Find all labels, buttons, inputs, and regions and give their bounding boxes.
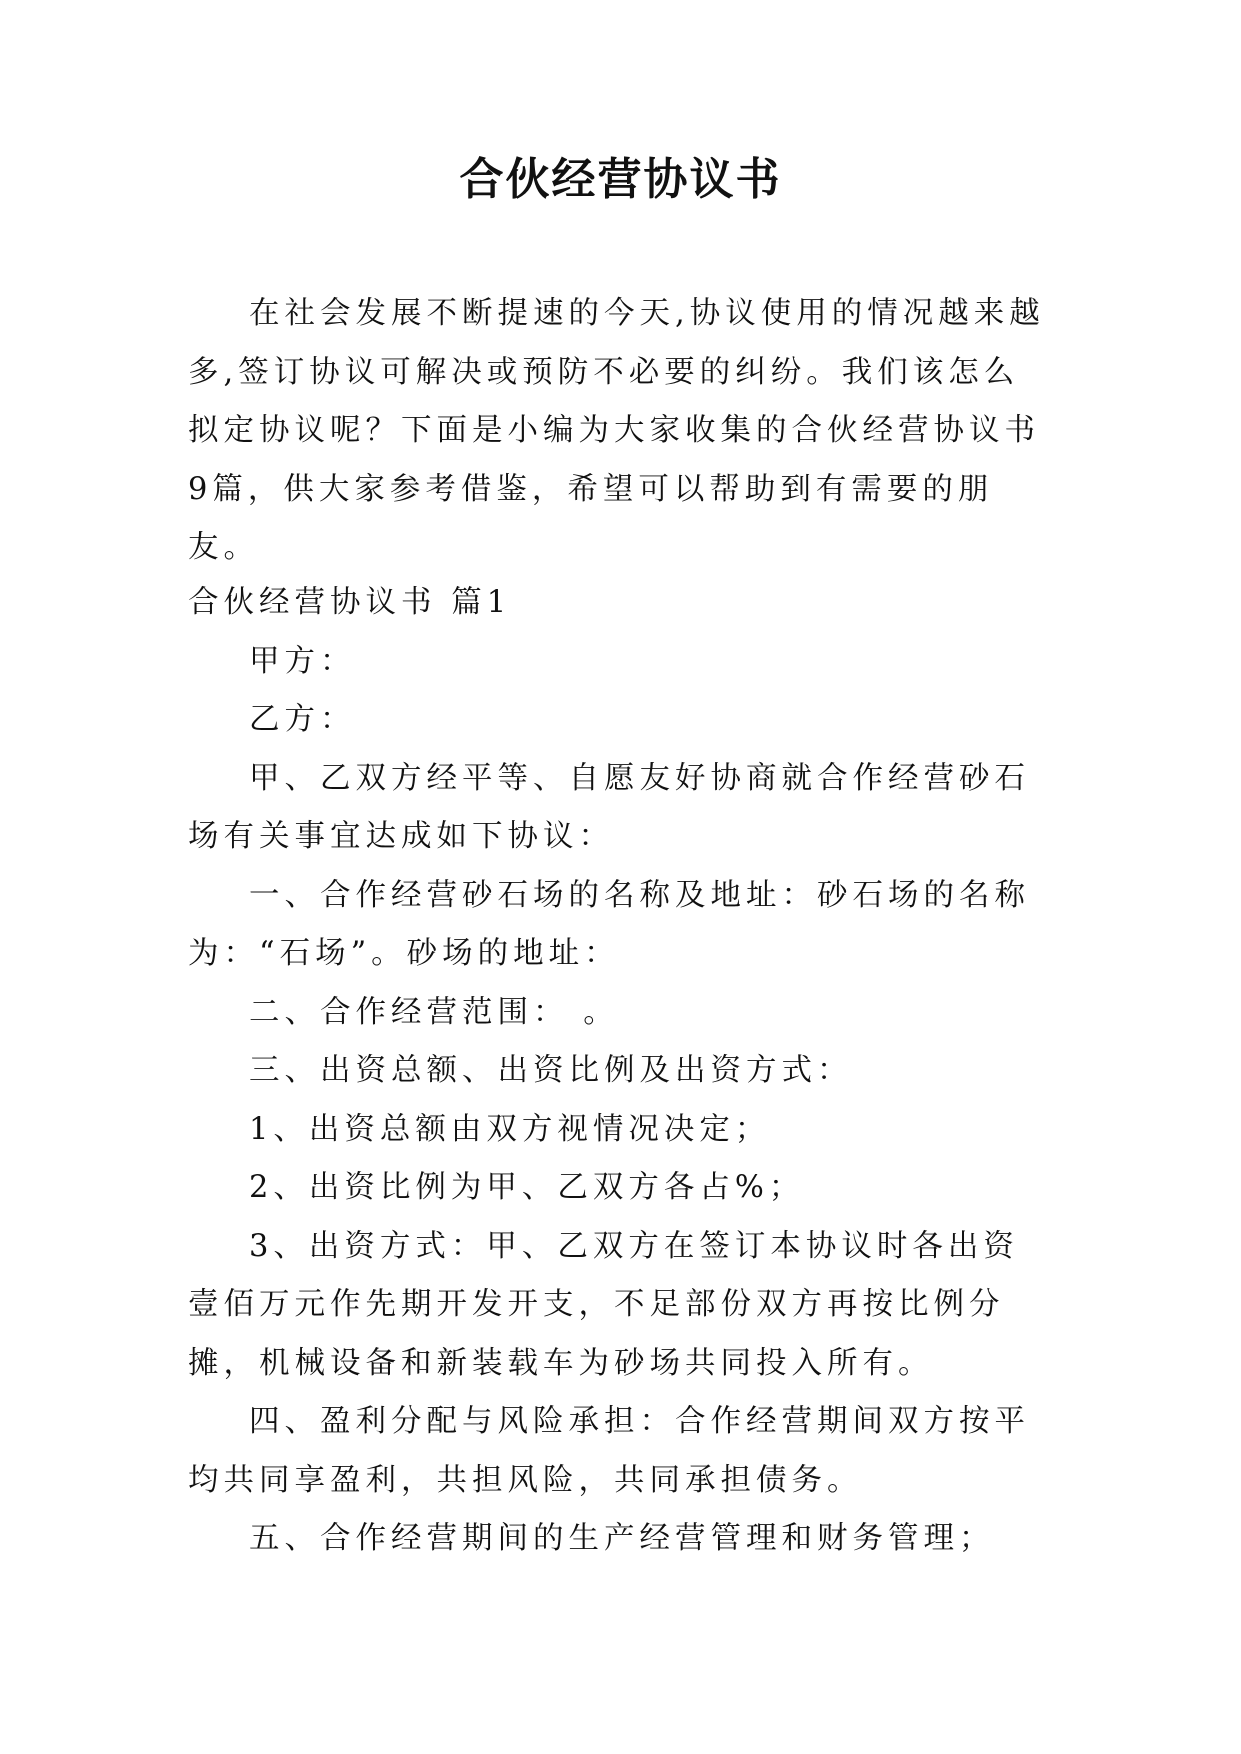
document-title: 合伙经营协议书 <box>459 154 782 205</box>
paragraph-clause-3-item-1: 1、出资总额由双方视情况决定； <box>249 1111 771 1147</box>
paragraph-preamble: 甲、乙双方经平等、自愿友好协商就合作经营砂石场有关事宜达成如下协议： <box>188 760 1030 854</box>
paragraph-clause-3: 三、出资总额、出资比例及出资方式： <box>249 1053 853 1088</box>
paragraph-clause-5: 五、合作经营期间的生产经营管理和财务管理； <box>249 1521 995 1556</box>
paragraph-clause-3-item-2: 2、出资比例为甲、乙双方各占%； <box>249 1170 805 1205</box>
article-heading: 合伙经营协议书 篇1 <box>188 585 512 620</box>
intro-paragraph: 在社会发展不断提速的今天,协议使用的情况越来越多,签订协议可解决或预防不必要的纠纷。我们该怎么拟定协议呢？下面是小编为大家收集的合伙经营协议书9篇，供大家参考借鉴，希望可以帮助到有需要的朋友。 <box>188 296 1045 565</box>
paragraph-clause-4: 四、盈利分配与风险承担：合作经营期间双方按平均共同享盈利，共担风险，共同承担债务。 <box>188 1404 1030 1498</box>
paragraph-clause-3-item-3: 3、出资方式：甲、乙双方在签订本协议时各出资壹佰万元作先期开发开支，不足部份双方再按比例分摊，机械设备和新装载车为砂场共同投入所有。 <box>188 1228 1019 1381</box>
intro-section <box>188 285 1053 578</box>
article-section <box>188 574 1053 1569</box>
paragraph-clause-1: 一、合作经营砂石场的名称及地址：砂石场的名称为：“石场”。砂场的地址： <box>188 877 1030 971</box>
paragraph-party-a: 甲方： <box>249 643 356 679</box>
paragraph-clause-2: 二、合作经营范围： 。 <box>249 994 619 1030</box>
paragraph-party-b: 乙方： <box>249 702 356 737</box>
